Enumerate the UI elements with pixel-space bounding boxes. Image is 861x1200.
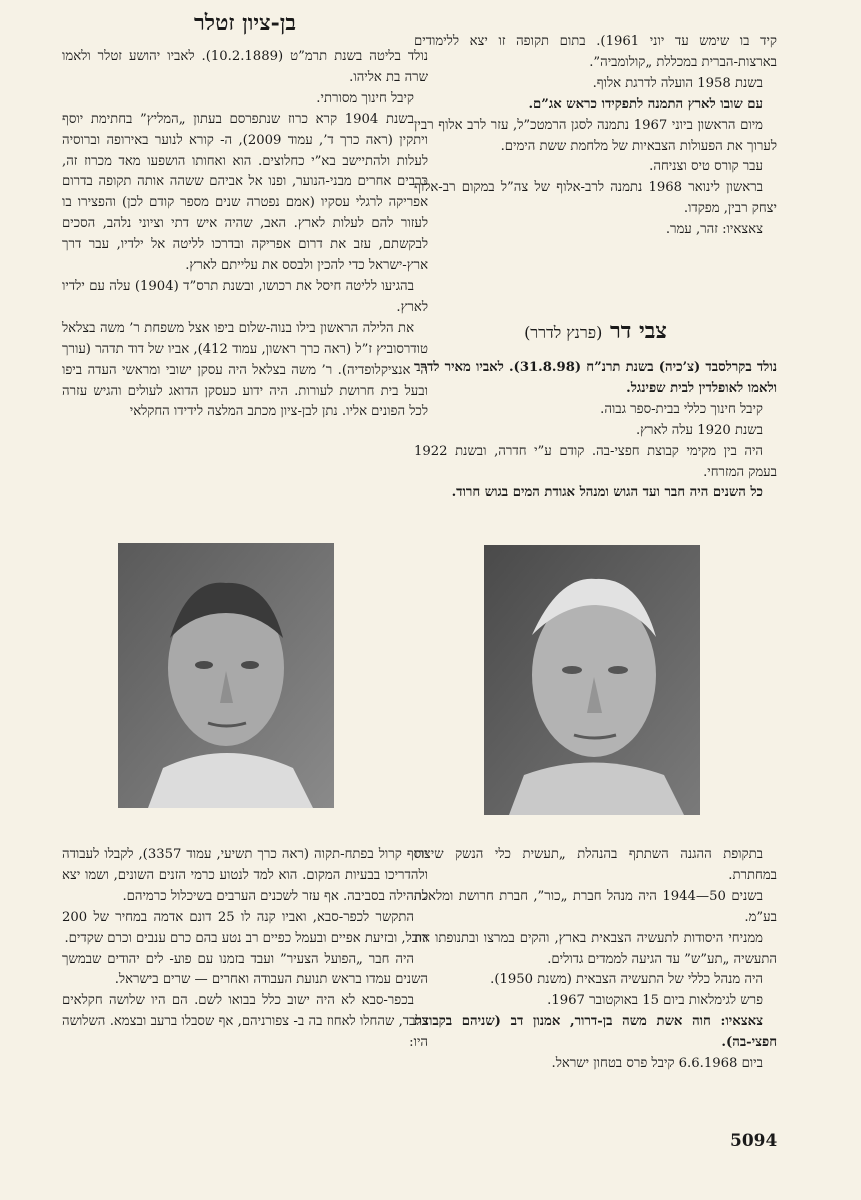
portrait-photo-left — [118, 543, 334, 808]
paragraph: התקשר לכפר-סבא, ואביו קנה לו 25 דונם אדמה במחיר של 200 רובל, ובזיעת אפיים ובעמל כפיים רב נטע בהם כרם ענבים וכרם שקדים. — [62, 909, 428, 946]
paragraph: יוסף קרול בפתח-תקוה (ראה כרך תשיעי, עמוד 3357), לקבלו לעבודה ולהדריכו בבעיות המקום. הוא למד לנטוע כרמי הזנים השונים, ושמו יצא לתהילה בסביבה. אף עזר לשכנים הערבים בשיכלול כרמיהם. — [62, 847, 428, 904]
paragraph: צאצאיו: זהר, עמר. — [665, 222, 763, 238]
right-top-column — [414, 32, 777, 241]
paragraph: קיבל חינוך כללי בבית-ספר גבוה. — [600, 401, 763, 417]
paragraph: היה בין מקימי קבוצת חפצי-בה. קודם ע”י חדרה, ובשנת 1922 בעמק המזרחי. — [414, 443, 777, 480]
paragraph: עם שובו לארץ התמנה לתפקידו כראש אג”ם. — [528, 96, 763, 112]
tzvi-heading-name: צבי דר — [609, 318, 667, 344]
paragraph: בראשון לינואר 1968 נתמנה לרב-אלוף של צה”ל במקום רב-אלוף יצחק רבין, מפקדו. — [414, 180, 777, 217]
paragraph: ביום 6.6.1968 קיבל פרס בטחון ישראל. — [551, 1056, 763, 1072]
paragraph: בהגיעו לליטה חיסל את רכושו, ובשנת תרס”ד (1904) עלה עם ילדיו לארץ. — [62, 278, 428, 315]
paragraph: בכפר-סבא לא היה ישוב כלל בבואו לשם. הם היו שלושה חקלאים בלבד, שהחלו לאחוז בה ב- צפורניהם, אף שסבלו ברעב ובצמא. השלושה היו: — [62, 993, 428, 1051]
paragraph: קיד בו שימש עד יוני 1961). בתום תקופה זו יצא ללימודים בארצות-הברית במכללת „קולומביה”. — [414, 34, 777, 70]
tzvi-heading-sub: (פרנץ לדרר) — [524, 323, 603, 342]
paragraph: נולד בקרלסבד (צ’כיה) בשנת תרנ”ח (31.8.98). לאביו מאיר לדרר ולאמו לאופלדין לבית שפינגל. — [414, 360, 777, 396]
bentzion-column — [62, 47, 428, 423]
right-bottom-column — [414, 845, 777, 1075]
tzvi-heading — [414, 318, 777, 344]
bentzion-heading: בן-ציון זטלר — [193, 10, 297, 36]
paragraph: כל השנים היה חבר ועד הגוש ומנהל אגודת המים בגוש חרוד. — [451, 485, 763, 501]
page-number: 5094 — [730, 1131, 778, 1151]
paragraph: בשנת 1904 קרא כרוז שנתפרסם בעתון „המליץ” בחתימת יוסף ויתקין (ראה כרך ד’, עמוד 2009), ה- קורא לנוער באירופה וברוסיה לעלות ולהתיישב בא”י כחלוצים. הוא ואחותו הושפעו מאד מכרוז זה, כרבים אחרים מבני-הנוער, ופנו אל אביהם ששהה אותה תקופה בדרום אפריקה לרגלי עסקיו (אמם נפטרה שנים מספר קודם לכן) והפצירו בו לעזור להם לעלות לארץ. האב, שהיה איש דתי וציוני נלהב, הסכים לבקשתם, עזב את דרום אפריקה ובדרכו לליטה אל ילדיו, עבר דרך ארץ-ישראל כדי להכין ולבסס את עלייתם לארץ. — [62, 111, 428, 274]
paragraph: בשנת 1958 הועלה לדרגת אלוף. — [592, 75, 763, 91]
paragraph: בשנת 1920 עלה לארץ. — [635, 422, 763, 438]
paragraph: קיבל חינוך מסורתי. — [316, 90, 414, 106]
paragraph: נולד בליטה בשנת תרמ”ט (10.2.1889). לאביו יהושע זטלר ולאמו שרה בת אליהו. — [62, 49, 428, 85]
paragraph: את הלילה הראשון בילו בנוה-שלום ביפו אצל משפחת ר’ משה בצלאל טודרסוביץ ז”ל (ראה כרך ראשון, עמוד 412), אביו של דוד תדהר (עורך ה- אנציקלופדיה). ר’ משה בצלאל היה עסקן ישובי ומראשי העדה ביפו ובעל בית חרושת לעורות. היה ידוע כעסקן הדואג לעולים והגיש עזרה לכל הפונים אליו. נתן לבן-ציון מכתב המלצה לידידו החקלאי — [62, 320, 428, 420]
left-bottom-column — [62, 845, 428, 1054]
paragraph: עבר קורס טיס וצניחה. — [649, 159, 763, 175]
paragraph: צאצאיו: חוה אשת משה בן-דרור, אמנון דב (שניהם בקבוצת חפצי-בה). — [414, 1014, 777, 1051]
paragraph: פרש לגימלאות ביום 15 באוקטובר 1967. — [547, 993, 763, 1009]
paragraph: בתקופת ההגנה השתתף בהנהלת „תעשית כלי הנשק שיצרו במחתרת. — [414, 847, 777, 883]
paragraph: היה מנהל כללי של התעשיה הצבאית (משנת 1950). — [490, 972, 763, 988]
portrait-photo-right — [484, 545, 700, 815]
paragraph: ממניחי היסודות לתעשיה הצבאית בארץ, והקים במרצו ובתנופתו את התעשיה „תע”ש” עד הגיעה לממדים גדולים. — [414, 930, 777, 967]
tzvi-column — [414, 358, 777, 504]
paragraph: היה חבר „הפועל הצעיר” ועבד בזמנו עם פוע- לים יהודים שבמשך השנים עמדו בראש תנועת העבודה ואחרים — שרים בישראל. — [62, 951, 428, 988]
paragraph: מיום הראשון ביוני 1967 נתמנה לסגן הרמטכ”ל, עזר לרב אלוף רבין לערוך את הפעולות הצבאיות של מלחמת ששת הימים. — [414, 117, 777, 154]
paragraph: בשנים 50—1944 היה מנהל חברת „כור”, חברת חרושת ומלאכה בע”מ. — [414, 888, 777, 925]
